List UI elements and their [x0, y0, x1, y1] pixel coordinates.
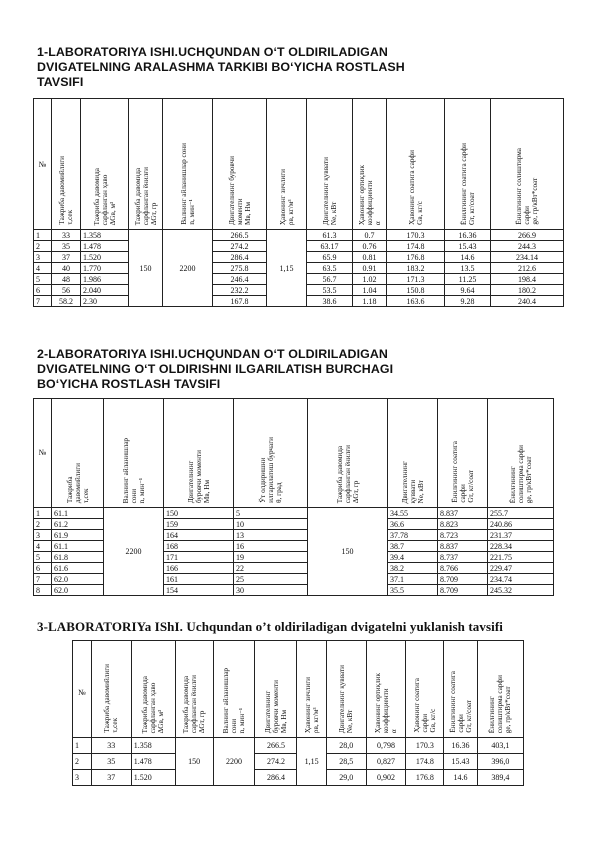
column-header: Ёнилғининг соатига сарфи Gт, кг/соат	[438, 399, 488, 508]
table-cell: 167.8	[213, 296, 267, 307]
table-cell: 63.17	[307, 241, 353, 252]
table-cell: 5	[34, 552, 52, 563]
table-cell: 2.30	[81, 296, 129, 307]
section2-title-line: DVIGATELNING O‘T OLDIRISHNI ILGARILATISH BURCHAGI	[37, 362, 394, 376]
table-cell: 234.14	[491, 252, 564, 263]
section1-title-line: TAVSIFI	[37, 75, 84, 89]
section1-title-line: 1-LABORATORIYA ISHI.UCHQUNDAN O‘T OLDIRILADIGAN	[37, 45, 388, 59]
table-cell: 40	[52, 263, 81, 274]
ignition-advance-table	[33, 398, 554, 596]
table-cell: 35.5	[388, 585, 438, 596]
table-cell: 286.4	[213, 252, 267, 263]
column-header: Двигателнинг қуввати Nе, кВт	[326, 641, 366, 738]
table-cell: 0.91	[353, 263, 387, 274]
table-cell: 8.723	[438, 530, 488, 541]
column-header: Ҳавонинг ортиқлик коэффициенти α	[366, 641, 406, 738]
table-cell: 1.986	[81, 274, 129, 285]
table-cell: 53.5	[307, 285, 353, 296]
table-cell: 0,902	[366, 770, 406, 786]
table-cell: 8.837	[438, 541, 488, 552]
table-cell: 286.4	[255, 770, 297, 786]
table-cell: 2	[73, 754, 92, 770]
table-cell: 25	[234, 574, 308, 585]
table-cell: 36.6	[388, 519, 438, 530]
table-cell: 0.81	[353, 252, 387, 263]
table-cell: 35	[52, 241, 81, 252]
table-cell: 38.7	[388, 541, 438, 552]
table-header-row	[34, 99, 564, 230]
table-cell: 1.358	[131, 738, 175, 754]
table-cell: 245.32	[488, 585, 554, 596]
table-cell: 61.6	[52, 563, 104, 574]
table-cell: 2	[34, 519, 52, 530]
column-header: Ёнилғининг соатига сарфи Gт, кг/соат	[444, 641, 478, 738]
section2-title-line: BO‘YICHA ROSTLASH TAVSIFI	[37, 377, 221, 391]
table-cell: 266.5	[213, 230, 267, 241]
table-cell: 1,15	[297, 738, 326, 786]
table-cell: 1.478	[81, 241, 129, 252]
table-cell: 3	[73, 770, 92, 786]
column-header: Тажриба давомийлиги τ,сек	[52, 99, 81, 230]
table-cell: 37	[52, 252, 81, 263]
table-cell: 228.34	[488, 541, 554, 552]
table-cell: 170.3	[406, 738, 444, 754]
table-cell: 1.04	[353, 285, 387, 296]
column-header: №	[34, 99, 52, 230]
table-cell: 61.8	[52, 552, 104, 563]
table-cell: 56.7	[307, 274, 353, 285]
table-cell: 154	[164, 585, 234, 596]
table-cell: 161	[164, 574, 234, 585]
column-header: Ҳавонинг соатига сарфи Gв, кг/с	[387, 99, 445, 230]
table-cell: 62.0	[52, 574, 104, 585]
table-cell: 19	[234, 552, 308, 563]
table-cell: 8.709	[438, 574, 488, 585]
column-header: Двигателнинг буровчи моменти Mв, Нм	[255, 641, 297, 738]
table-cell: 37.1	[388, 574, 438, 585]
table-cell: 38.2	[388, 563, 438, 574]
table-cell: 16.36	[444, 738, 478, 754]
table-cell: 168	[164, 541, 234, 552]
table-cell: 9.64	[445, 285, 491, 296]
table-cell: 2200	[213, 738, 255, 786]
table-cell: 8.823	[438, 519, 488, 530]
column-header: Тажриба давомида сарфланган ёнилғи ΔGт, гр	[308, 399, 388, 508]
table-cell: 61.9	[52, 530, 104, 541]
table-cell: 166	[164, 563, 234, 574]
table-cell: 229.47	[488, 563, 554, 574]
column-header: Ёнилғининг соатига сарфи Gт, кг/соат	[445, 99, 491, 230]
column-header: Тажриба давомийлиги τ,сек	[91, 641, 131, 738]
table-cell: 232.2	[213, 285, 267, 296]
table-cell: 61.1	[52, 508, 104, 519]
table-cell: 3	[34, 252, 52, 263]
table-cell: 5	[234, 508, 308, 519]
table-cell: 174.8	[387, 241, 445, 252]
table-cell: 1.478	[131, 754, 175, 770]
table-cell: 13.5	[445, 263, 491, 274]
table-cell: 38.6	[307, 296, 353, 307]
table-cell: 183.2	[387, 263, 445, 274]
table-cell: 37	[91, 770, 131, 786]
table-cell: 244.3	[491, 241, 564, 252]
table-cell: 255.7	[488, 508, 554, 519]
table-cell: 33	[91, 738, 131, 754]
table-cell: 4	[34, 263, 52, 274]
table-cell: 7	[34, 574, 52, 585]
table-cell: 11.25	[445, 274, 491, 285]
column-header: Ёнилғининг солиштирма сарфи gе, гр/кВт*соат	[488, 399, 554, 508]
table-cell: 1,15	[267, 230, 307, 307]
column-header: Ҳавонинг зичлиги ρв, кг/м³	[267, 99, 307, 230]
table-cell: 1	[73, 738, 92, 754]
table-cell: 65.9	[307, 252, 353, 263]
column-header: Двигателнинг қуввати Nе, кВт	[388, 399, 438, 508]
table-cell: 16.36	[445, 230, 491, 241]
table-header-row	[73, 641, 524, 738]
table-header-row	[34, 399, 554, 508]
table-cell: 164	[164, 530, 234, 541]
column-header: Ҳавонинг ортиқлик коэффициенти α	[353, 99, 387, 230]
table-cell: 28,5	[326, 754, 366, 770]
table-cell: 274.2	[255, 754, 297, 770]
table-cell: 8.837	[438, 508, 488, 519]
table-cell: 61.1	[52, 541, 104, 552]
table-cell: 212.6	[491, 263, 564, 274]
table-cell: 274.2	[213, 241, 267, 252]
table-cell: 1.520	[131, 770, 175, 786]
column-header: Ёнилғининг солиштирма сарфи gе, гр/кВт*соат	[491, 99, 564, 230]
section2-title-line: 2-LABORATORIYA ISHI.UCHQUNDAN O‘T OLDIRILADIGAN	[37, 347, 388, 361]
table-cell: 1.18	[353, 296, 387, 307]
column-header: №	[73, 641, 92, 738]
column-header: Ҳавонинг зичлиги ρв, кг/м³	[297, 641, 326, 738]
table-row	[73, 738, 524, 754]
table-cell: 170.3	[387, 230, 445, 241]
column-header: Тажриба давомида сарфланган ҳаво ΔGв, м³	[81, 99, 129, 230]
table-cell: 2	[34, 241, 52, 252]
mixture-adjustment-table	[33, 98, 564, 307]
table-cell: 14.6	[444, 770, 478, 786]
column-header: Двигателнинг буровчи моменти Mв, Нм	[164, 399, 234, 508]
table-row	[34, 508, 554, 519]
table-cell: 2.040	[81, 285, 129, 296]
table-cell: 266.9	[491, 230, 564, 241]
load-characteristic-table	[72, 640, 524, 786]
column-header: Валнинг айланишлар сони n, мин⁻¹	[104, 399, 164, 508]
table-cell: 171.3	[387, 274, 445, 285]
table-cell: 8.737	[438, 552, 488, 563]
table-cell: 34.55	[388, 508, 438, 519]
section3-title: 3-LABORATORIYa IShI. Uchqundan o’t oldiriladigan dvigatelni yuklanish tavsifi	[37, 619, 503, 634]
table-cell: 35	[91, 754, 131, 770]
table-cell: 180.2	[491, 285, 564, 296]
section1-title	[37, 45, 405, 90]
table-cell: 62.0	[52, 585, 104, 596]
table-cell: 198.4	[491, 274, 564, 285]
table-cell: 4	[34, 541, 52, 552]
table-cell: 1.770	[81, 263, 129, 274]
table-cell: 1.520	[81, 252, 129, 263]
table-cell: 9.28	[445, 296, 491, 307]
table-cell: 7	[34, 296, 52, 307]
table-cell: 16	[234, 541, 308, 552]
table-cell: 1.02	[353, 274, 387, 285]
table-cell: 231.37	[488, 530, 554, 541]
table-cell: 150	[175, 738, 213, 786]
section1-title-line: DVIGATELNING ARALASHMA TARKIBI BO‘YICHA ROSTLASH	[37, 60, 405, 74]
table-cell: 14.6	[445, 252, 491, 263]
table-cell: 58.2	[52, 296, 81, 307]
table-cell: 240.4	[491, 296, 564, 307]
table-cell: 174.8	[406, 754, 444, 770]
table-cell: 3	[34, 530, 52, 541]
table-cell: 15.43	[445, 241, 491, 252]
table-cell: 61.3	[307, 230, 353, 241]
column-header: Тажриба давомида сарфланган ёнилғи ΔGт, гр	[175, 641, 213, 738]
column-header: Тажриба давомида сарфланган ҳаво ΔGв, м³	[131, 641, 175, 738]
table-cell: 176.8	[406, 770, 444, 786]
table-cell: 403,1	[477, 738, 523, 754]
table-cell: 63.5	[307, 263, 353, 274]
table-cell: 13	[234, 530, 308, 541]
table-cell: 56	[52, 285, 81, 296]
table-cell: 1.358	[81, 230, 129, 241]
table-row	[34, 230, 564, 241]
table-cell: 246.4	[213, 274, 267, 285]
column-header: Ҳавонинг соатига сарфи Gв, кг/с	[406, 641, 444, 738]
table-cell: 1	[34, 230, 52, 241]
table-cell: 176.8	[387, 252, 445, 263]
column-header: Валнинг айланишлар сони n, мин⁻¹	[163, 99, 213, 230]
table-cell: 29,0	[326, 770, 366, 786]
table-cell: 37.78	[388, 530, 438, 541]
table-cell: 33	[52, 230, 81, 241]
table-cell: 15.43	[444, 754, 478, 770]
table-cell: 171	[164, 552, 234, 563]
column-header: Валнинг айланишлар сони n, мин⁻¹	[213, 641, 255, 738]
table-cell: 39.4	[388, 552, 438, 563]
column-header: Ёнилғининг солиштирма сарфи gе, гр/кВт*соат	[477, 641, 523, 738]
table-cell: 8	[34, 585, 52, 596]
table-cell: 275.8	[213, 263, 267, 274]
column-header: Тажриба давомида сарфланган ёнилғи ΔGт, гр	[129, 99, 163, 230]
table-cell: 22	[234, 563, 308, 574]
table-cell: 396,0	[477, 754, 523, 770]
table-cell: 2200	[163, 230, 213, 307]
table-cell: 0,798	[366, 738, 406, 754]
column-header: Тажриба давомийлиги τ,сек	[52, 399, 104, 508]
table-cell: 159	[164, 519, 234, 530]
table-cell: 163.6	[387, 296, 445, 307]
table-cell: 150.8	[387, 285, 445, 296]
table-cell: 10	[234, 519, 308, 530]
table-cell: 0.76	[353, 241, 387, 252]
table-cell: 6	[34, 285, 52, 296]
table-cell: 0.7	[353, 230, 387, 241]
table-cell: 1	[34, 508, 52, 519]
table-cell: 266.5	[255, 738, 297, 754]
section2-title	[37, 347, 393, 392]
table-cell: 61.2	[52, 519, 104, 530]
table-cell: 221.75	[488, 552, 554, 563]
table-cell: 28,0	[326, 738, 366, 754]
table-cell: 240.86	[488, 519, 554, 530]
table-cell: 389,4	[477, 770, 523, 786]
table-cell: 8.766	[438, 563, 488, 574]
table-cell: 5	[34, 274, 52, 285]
table-cell: 0,827	[366, 754, 406, 770]
table-cell: 2200	[104, 508, 164, 596]
table-cell: 150	[164, 508, 234, 519]
column-header: Двигателнинг буровчи моменти Mв, Нм	[213, 99, 267, 230]
table-cell: 150	[308, 508, 388, 596]
table-cell: 30	[234, 585, 308, 596]
table-cell: 234.74	[488, 574, 554, 585]
table-cell: 6	[34, 563, 52, 574]
column-header: Ўт олдиришни илгарилатиш бурчаги θ, град	[234, 399, 308, 508]
table-cell: 8.709	[438, 585, 488, 596]
table-cell: 150	[129, 230, 163, 307]
column-header: Двигателнинг қуввати Nе, кВт	[307, 99, 353, 230]
table-cell: 48	[52, 274, 81, 285]
column-header: №	[34, 399, 52, 508]
